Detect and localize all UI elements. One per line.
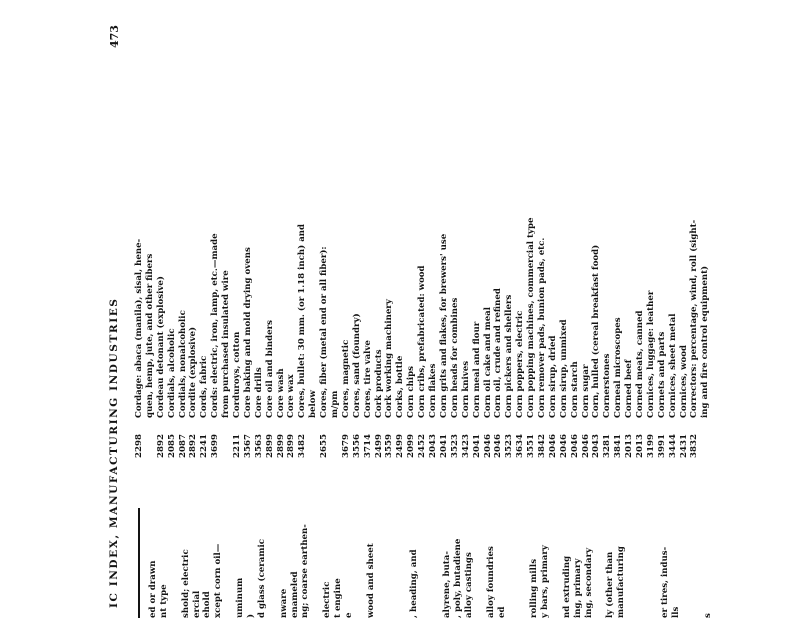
sic-code: 2899 <box>286 434 297 458</box>
index-entry <box>450 0 461 458</box>
sic-code: 3423 <box>460 434 471 458</box>
entry-description: Cords: electric, iron, lamp, etc.—made <box>210 233 221 418</box>
index-entry <box>613 0 624 458</box>
sic-code: 3841 <box>613 434 624 458</box>
sic-code: 3523 <box>504 434 515 458</box>
left-column-line: electric <box>322 581 333 618</box>
entry-description: Corn starch <box>569 361 580 418</box>
entry-description: Cores, bullet: 30 mm. (or 1.18 inch) and <box>297 223 308 418</box>
entry-description: Corn sirup, dried <box>547 335 558 418</box>
index-entry <box>254 0 265 458</box>
left-column-line: ing, primary <box>572 558 583 618</box>
index-entry <box>145 0 156 458</box>
entry-description: Cork products <box>373 349 384 418</box>
sic-code: 2046 <box>569 434 580 458</box>
sic-code: 3556 <box>351 434 362 458</box>
index-entry <box>700 0 711 458</box>
page-number: 473 <box>108 25 121 48</box>
left-column-line: ing, secondary <box>583 547 594 618</box>
sic-code: 2046 <box>558 434 569 458</box>
left-column-line: alloy castings <box>463 552 474 618</box>
left-column-line: nd extruding <box>561 555 572 618</box>
entry-description: Corduroys, cotton <box>232 331 243 418</box>
sic-code: 2452 <box>417 434 428 458</box>
entry-description: Corn sirup, unmixed <box>558 319 569 418</box>
entry-description: Corn heads for combines <box>449 297 460 418</box>
entry-description: Cornices, sheet metal <box>667 313 678 418</box>
entry-description: from purchased insulated wire <box>221 270 232 418</box>
sic-code: 2046 <box>547 434 558 458</box>
sic-code: 3444 <box>667 434 678 458</box>
left-column-line: d glass (ceramic <box>256 539 267 618</box>
sic-code <box>330 418 341 458</box>
entry-description: Corn chips <box>406 366 417 418</box>
left-column-line: enameled <box>289 571 300 618</box>
index-entry <box>461 0 472 458</box>
index-entry <box>689 0 700 458</box>
sic-code: 2087 <box>177 434 188 458</box>
index-entry <box>526 0 537 458</box>
index-entry <box>428 0 439 458</box>
left-column-line: y bars, primary <box>540 545 551 618</box>
entry-description: Cornets and parts <box>656 331 667 418</box>
left-column-line: ed or drawn <box>148 560 158 618</box>
index-entry <box>417 0 428 458</box>
index-entry <box>232 0 243 458</box>
index-entry <box>363 0 374 458</box>
left-column-line: shold; electric <box>180 549 191 618</box>
sic-code: 2899 <box>264 434 275 458</box>
sic-code: 3482 <box>297 434 308 458</box>
sic-code: 3523 <box>449 434 460 458</box>
entry-description: Core wax <box>286 374 297 418</box>
index-entry <box>330 0 341 458</box>
sic-code: 2046 <box>493 434 504 458</box>
entry-description: Cordage: abaca (manila), sisal, hene- <box>134 238 144 418</box>
index-entry <box>276 0 287 458</box>
index-entry <box>286 0 297 458</box>
entry-description: Cordials, alcoholic <box>166 328 177 418</box>
index-entry <box>384 0 395 458</box>
sic-code: 2499 <box>373 434 384 458</box>
sic-code: 2013 <box>634 434 645 458</box>
sic-code: 3699 <box>210 434 221 458</box>
entry-description: Core oil and binders <box>264 320 275 418</box>
page-title: IC INDEX, MANUFACTURING INDUSTRIES <box>108 297 120 608</box>
index-entry <box>341 0 352 458</box>
index-entry <box>265 0 276 458</box>
sic-code: 2211 <box>232 434 243 458</box>
left-column-line: er tires, indus- <box>659 546 670 618</box>
entry-description: Corn sugar <box>580 364 591 418</box>
index-entry <box>134 0 145 458</box>
entry-description: Corn flakes <box>428 363 439 418</box>
index-entry <box>537 0 548 458</box>
left-column-line: nware <box>278 588 289 618</box>
sic-code: 3559 <box>384 434 395 458</box>
sic-code: 2041 <box>471 434 482 458</box>
left-column-line: , heading, and <box>409 549 420 618</box>
sic-code <box>700 418 711 458</box>
entry-description: Corn, hulled (cereal breakfast food) <box>591 244 602 418</box>
left-column-line: , poly, butadiene <box>452 538 463 618</box>
entry-description: Cordite (explosive) <box>188 326 199 418</box>
left-column-line: ng; coarse earthen- <box>300 524 311 618</box>
index-entry <box>167 0 178 458</box>
index-entry <box>646 0 657 458</box>
entry-description: Corks, bottle <box>395 355 406 418</box>
left-column-line: t engine <box>333 578 344 618</box>
sic-code: 2046 <box>482 434 493 458</box>
index-entry <box>439 0 450 458</box>
index-entry <box>374 0 385 458</box>
index-entry <box>679 0 690 458</box>
sic-code: 3634 <box>515 434 526 458</box>
entry-description: m/pm <box>330 390 341 418</box>
left-column-line: lls <box>670 606 681 618</box>
index-entry <box>570 0 581 458</box>
entry-description: Corn cribs, prefabricated: wood <box>417 265 428 418</box>
entry-description: Cores, fiber (metal end or all fiber): <box>319 246 330 418</box>
index-entry <box>297 0 308 458</box>
entry-description: Cores, sand (foundry) <box>351 313 362 418</box>
index-entry <box>559 0 570 458</box>
sic-code: 2085 <box>166 434 177 458</box>
entry-description: Corneal microscopes <box>613 317 624 418</box>
sic-code: 2046 <box>580 434 591 458</box>
sic-code: 3842 <box>536 434 547 458</box>
sic-code: 2499 <box>395 434 406 458</box>
sic-code: 2431 <box>678 434 689 458</box>
sic-code <box>145 418 156 458</box>
right-column-entries <box>134 0 711 458</box>
sic-code: 3567 <box>242 434 253 458</box>
index-entry <box>221 0 232 458</box>
entry-description: Core wash <box>275 368 286 418</box>
index-entry <box>602 0 613 458</box>
entry-description: Corn poppers, electric <box>515 310 526 418</box>
entry-description: Cordeau detonant (explosive) <box>155 276 166 418</box>
left-column-line: xcept corn oil— <box>213 543 224 618</box>
left-column-line: s <box>703 613 714 618</box>
left-column-line: uminum <box>235 577 246 618</box>
sic-code <box>308 418 319 458</box>
index-entry <box>472 0 483 458</box>
sic-code: 3832 <box>689 434 700 458</box>
entry-description: quen, hemp, jute, and other fibers <box>144 253 155 418</box>
index-entry <box>352 0 363 458</box>
index-entry <box>308 0 319 458</box>
sic-code: 2892 <box>155 434 166 458</box>
entry-description: Corn pickers and shellers <box>504 294 515 418</box>
entry-description: Corn popping machines, commercial type <box>526 217 537 418</box>
entry-description: Corn oil cake and meal <box>482 306 493 418</box>
entry-description: Corned meats, canned <box>634 310 645 418</box>
entry-description: Corned beef <box>624 359 635 418</box>
entry-description: Corn grits and flakes, for brewers' use <box>438 233 449 418</box>
entry-description: Cords, fabric <box>199 355 210 418</box>
entry-description: Corn remover pads, bunion pads, etc. <box>536 237 547 418</box>
entry-description: Core baking and mold drying ovens <box>242 247 253 418</box>
index-entry <box>493 0 504 458</box>
entry-description: Cores, tire valve <box>362 340 373 418</box>
entry-description: Core drills <box>253 367 264 418</box>
index-entry <box>581 0 592 458</box>
entry-description: Corn oil, crude and refined <box>493 288 504 418</box>
sic-code: 3199 <box>645 434 656 458</box>
sic-code <box>221 418 232 458</box>
sic-code: 2298 <box>134 434 144 458</box>
rotated-page-content <box>108 0 714 618</box>
index-entry <box>548 0 559 458</box>
index-entry <box>635 0 646 458</box>
left-column-line: ed <box>496 606 507 618</box>
sic-code: 2013 <box>624 434 635 458</box>
entry-description: Corn knives <box>460 360 471 418</box>
left-column-line: ehold <box>202 591 213 618</box>
sic-code: 2043 <box>428 434 439 458</box>
index-entry <box>199 0 210 458</box>
sic-code: 2099 <box>406 434 417 458</box>
sic-code: 2241 <box>199 434 210 458</box>
sic-code: 3281 <box>602 434 613 458</box>
sic-code: 2043 <box>591 434 602 458</box>
left-column-line: manufacturing <box>616 546 627 618</box>
entry-description: Corn meal and flour <box>471 321 482 418</box>
entry-description: Cornices, luggage: leather <box>645 290 656 418</box>
left-column-line: ) <box>246 613 257 618</box>
index-entry <box>515 0 526 458</box>
sic-code: 3991 <box>656 434 667 458</box>
index-entry <box>668 0 679 458</box>
index-entry <box>188 0 199 458</box>
left-column-line: e <box>344 612 355 618</box>
left-column-line: alyrene, buta- <box>442 551 453 618</box>
entry-description: Cordials, nonalcoholic <box>177 310 188 418</box>
entry-description: below <box>308 390 319 418</box>
index-entry <box>406 0 417 458</box>
entry-description: Cores, magnetic <box>340 339 351 418</box>
sic-code: 3714 <box>362 434 373 458</box>
sic-code: 2892 <box>188 434 199 458</box>
left-column-line: wood and sheet <box>365 543 376 618</box>
left-column-line: ercial <box>191 590 202 618</box>
entry-description: Cornerstones <box>602 353 613 418</box>
entry-description: ing and fire control equipment) <box>700 265 711 418</box>
sic-code: 2899 <box>275 434 286 458</box>
sic-code: 2655 <box>319 434 330 458</box>
entry-description: Cornices, wood <box>678 344 689 418</box>
sic-code: 2041 <box>438 434 449 458</box>
index-entry <box>395 0 406 458</box>
left-column-line: rolling mills <box>529 558 540 618</box>
index-entry <box>210 0 221 458</box>
index-entry <box>624 0 635 458</box>
index-entry <box>657 0 668 458</box>
index-entry <box>156 0 167 458</box>
entry-description: Correctors: percentage, wind, roll (sight- <box>689 219 700 418</box>
index-entry <box>483 0 494 458</box>
index-entry <box>243 0 254 458</box>
left-column-line: ly (other than <box>605 551 616 618</box>
header-rule <box>138 508 140 618</box>
entry-description: Cork working machinery <box>384 299 395 418</box>
index-entry <box>178 0 189 458</box>
sic-code: 3551 <box>526 434 537 458</box>
index-entry <box>319 0 330 458</box>
sic-code: 3563 <box>253 434 264 458</box>
index-entry <box>504 0 515 458</box>
left-column-line: nt type <box>158 584 169 618</box>
sic-code: 3679 <box>340 434 351 458</box>
index-entry <box>591 0 602 458</box>
left-column-line: alloy foundries <box>485 546 496 618</box>
